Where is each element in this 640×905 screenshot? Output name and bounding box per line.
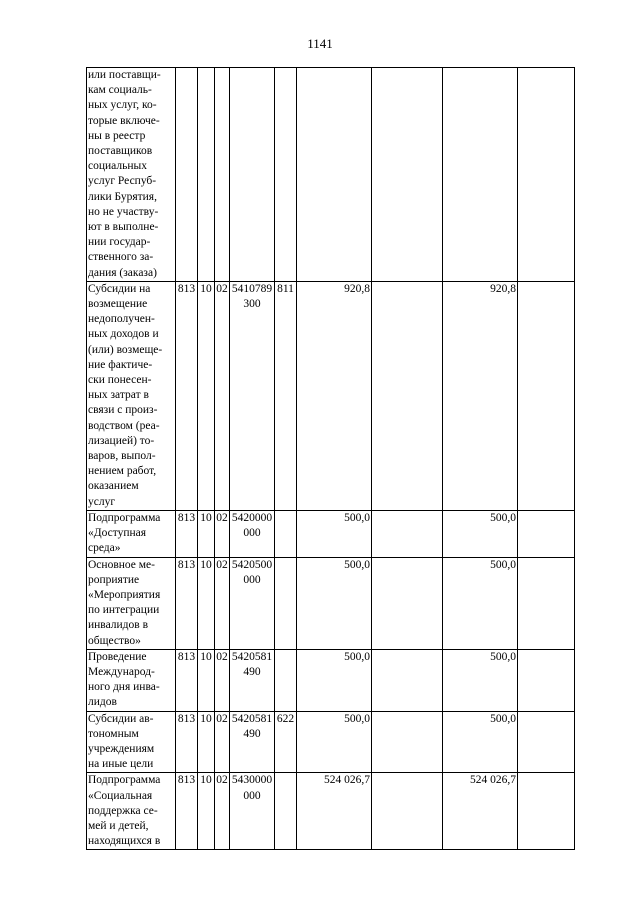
row-name-line: Субсидии на [88,282,151,295]
row-name-line: (или) возмеще- [88,343,163,356]
amount-cell: 500,0 [443,510,518,557]
row-name-cell [87,711,176,773]
expense-type-cell: 622 [275,711,297,773]
amount-cell [518,510,575,557]
row-name-line: роприятие [88,573,140,586]
row-name-line: нением работ, [88,465,157,478]
grbs-code-cell: 813 [176,649,198,711]
target-article-cell: 5420581490 [230,649,275,711]
amount-cell [372,649,443,711]
section-code-cell: 10 [198,281,215,510]
row-name-line: водством (реа- [88,419,160,432]
row-name-line: на иные цели [88,758,154,771]
subsection-code-cell: 02 [215,510,230,557]
table-row [87,68,575,282]
subsection-code-cell: 02 [215,281,230,510]
row-name-line: дания (заказа) [88,266,157,279]
grbs-code-cell [176,68,198,282]
row-name-cell [87,557,176,649]
expense-type-cell [275,649,297,711]
amount-cell [443,68,518,282]
amount-cell [518,281,575,510]
row-name-line: Проведение [88,650,147,663]
row-name-line: лидов [88,696,117,709]
subsection-code-cell: 02 [215,557,230,649]
expense-type-cell [275,557,297,649]
amount-cell [518,773,575,850]
row-name-line: по интеграции [88,604,160,617]
amount-cell: 920,8 [297,281,372,510]
row-name-line: социальных [88,160,147,173]
amount-cell [518,557,575,649]
row-name-line: или поставщи- [88,69,161,81]
row-name-line: лизацией) то- [88,434,155,447]
target-article-cell: 5410789300 [230,281,275,510]
row-name-line: «Социальная [88,789,153,802]
row-name-line: «Доступная [88,527,147,540]
target-article-cell: 5420000000 [230,510,275,557]
target-article-cell [230,68,275,282]
row-name-line: общество» [88,634,141,647]
row-name-line: ют в выполне- [88,221,159,234]
row-name-line: ных доходов и [88,328,159,341]
section-code-cell: 10 [198,510,215,557]
budget-table [86,67,575,850]
row-name-cell [87,510,176,557]
target-article-cell: 5430000000 [230,773,275,850]
grbs-code-cell: 813 [176,281,198,510]
page-number: 1141 [307,36,333,51]
amount-cell [518,711,575,773]
grbs-code-cell: 813 [176,510,198,557]
table-row [87,649,575,711]
amount-cell [518,649,575,711]
row-name-line: Основное ме- [88,558,155,571]
amount-cell: 524 026,7 [443,773,518,850]
row-name-line: мей и детей, [88,819,149,832]
expense-type-cell: 811 [275,281,297,510]
row-name-cell [87,649,176,711]
section-code-cell [198,68,215,282]
row-name-line: услуг [88,495,116,508]
row-name-line: Подпрограмма [88,774,161,787]
row-name-line: инвалидов в [88,619,149,632]
row-name-line: связи с произ- [88,404,158,417]
row-name-line: варов, выпол- [88,450,156,463]
subsection-code-cell: 02 [215,649,230,711]
row-name-line: ного дня инва- [88,681,160,694]
amount-cell [297,68,372,282]
table-row [87,557,575,649]
expense-type-cell [275,68,297,282]
row-name-line: лики Бурятия, [88,190,157,203]
table-row [87,773,575,850]
section-code-cell: 10 [198,773,215,850]
row-name-line: нии государ- [88,236,151,249]
row-name-line: ственного за- [88,251,154,264]
section-code-cell: 10 [198,649,215,711]
row-name-line: Субсидии ав- [88,712,154,725]
section-code-cell: 10 [198,557,215,649]
row-name-line: торые включе- [88,114,160,127]
row-name-line: Международ- [88,665,155,678]
amount-cell: 500,0 [297,711,372,773]
amount-cell [372,281,443,510]
row-name-line: ных затрат в [88,389,149,402]
expense-type-cell [275,510,297,557]
grbs-code-cell: 813 [176,557,198,649]
amount-cell [372,510,443,557]
target-article-cell: 5420581490 [230,711,275,773]
row-name-line: «Мероприятия [88,588,161,601]
row-name-line: ных услуг, ко- [88,99,157,112]
section-code-cell: 10 [198,711,215,773]
amount-cell: 500,0 [297,649,372,711]
expense-type-cell [275,773,297,850]
amount-cell: 920,8 [443,281,518,510]
row-name-line: оказанием [88,480,139,493]
row-name-line: среда» [88,542,121,555]
target-article-cell: 5420500000 [230,557,275,649]
subsection-code-cell: 02 [215,711,230,773]
row-name-cell [87,773,176,850]
table-row [87,711,575,773]
table-row [87,510,575,557]
row-name-line: ски понесен- [88,374,152,387]
row-name-line: услуг Респуб- [88,175,157,188]
amount-cell: 500,0 [443,557,518,649]
amount-cell: 500,0 [443,711,518,773]
table-row [87,281,575,510]
amount-cell [372,68,443,282]
subsection-code-cell: 02 [215,773,230,850]
row-name-line: кам социаль- [88,84,152,97]
grbs-code-cell: 813 [176,773,198,850]
row-name-cell [87,68,176,282]
row-name-line: находящихся в [88,835,161,848]
row-name-line: поддержка се- [88,804,158,817]
row-name-line: возмещение [88,298,148,311]
amount-cell: 500,0 [443,649,518,711]
amount-cell: 524 026,7 [297,773,372,850]
amount-cell [372,711,443,773]
row-name-line: поставщиков [88,145,153,158]
row-name-line: недополучен- [88,313,155,326]
row-name-line: ны в реестр [88,129,146,142]
amount-cell [518,68,575,282]
row-name-cell [87,281,176,510]
grbs-code-cell: 813 [176,711,198,773]
row-name-line: тономным [88,727,139,740]
subsection-code-cell [215,68,230,282]
amount-cell: 500,0 [297,557,372,649]
amount-cell [372,557,443,649]
amount-cell: 500,0 [297,510,372,557]
row-name-line: учреждениям [88,742,155,755]
row-name-line: ние фактиче- [88,358,153,371]
row-name-line: но не участву- [88,205,159,218]
row-name-line: Подпрограмма [88,511,161,524]
amount-cell [372,773,443,850]
